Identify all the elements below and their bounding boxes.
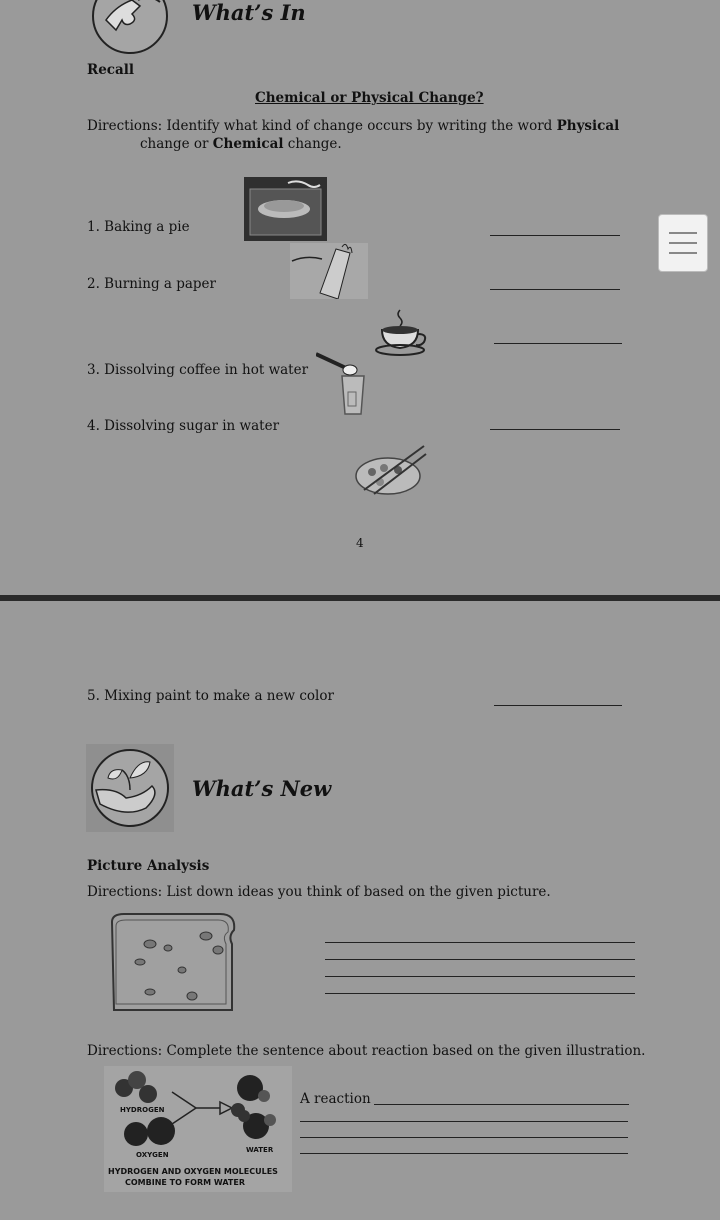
- answer-blank-2[interactable]: [490, 289, 620, 290]
- reaction-line-4[interactable]: [300, 1153, 628, 1154]
- directions-line1: [87, 118, 619, 134]
- answer-blank-3[interactable]: [494, 343, 622, 344]
- idea-line-2[interactable]: [325, 959, 635, 960]
- menu-icon-line-1: [669, 232, 697, 234]
- figure-label-oxygen: OXYGEN: [136, 1151, 169, 1159]
- figure-label-water: WATER: [246, 1146, 274, 1154]
- section-heading-whats-new: What’s New: [192, 776, 332, 801]
- coffee-cup-image: [372, 308, 430, 358]
- answer-blank-1[interactable]: [490, 235, 620, 236]
- figure-caption-line2: COMBINE TO FORM WATER: [125, 1178, 245, 1187]
- recall-label: Recall: [87, 62, 135, 78]
- page-divider: [0, 595, 720, 601]
- oven-pie-image: [244, 177, 327, 241]
- menu-icon-line-2: [669, 242, 697, 244]
- directions-text-2: change or: [140, 136, 213, 152]
- menu-icon-line-3: [669, 252, 697, 254]
- moldy-bread-image: [106, 910, 240, 1016]
- figure-caption-line1: HYDROGEN AND OXYGEN MOLECULES: [108, 1167, 278, 1176]
- item-burning-paper: 2. Burning a paper: [87, 276, 216, 292]
- page-number: 4: [356, 536, 364, 550]
- sugar-spoon-glass-image: [316, 352, 368, 418]
- reaction-line-2[interactable]: [300, 1121, 628, 1122]
- burning-paper-image: [290, 243, 368, 299]
- what-is-new-icon: [86, 744, 174, 832]
- section-heading-whats-in: What’s In: [192, 0, 306, 25]
- directions-text: Directions: Identify what kind of change occurs by writing the word: [87, 118, 557, 134]
- reaction-line-3[interactable]: [300, 1137, 628, 1138]
- reaction-sentence-start: A reaction: [300, 1091, 371, 1107]
- directions-picture-analysis: Directions: List down ideas you think of based on the given picture.: [87, 884, 551, 900]
- directions-line2: [140, 136, 342, 152]
- item-baking-pie: 1. Baking a pie: [87, 219, 190, 235]
- idea-line-1[interactable]: [325, 942, 635, 943]
- reaction-line-1[interactable]: [374, 1104, 629, 1105]
- directions-reaction: Directions: Complete the sentence about reaction based on the given illustration.: [87, 1043, 646, 1059]
- what-is-in-icon: [86, 0, 174, 56]
- word-chemical: Chemical: [212, 136, 284, 152]
- directions-text-3: change.: [283, 136, 342, 152]
- answer-blank-5[interactable]: [494, 705, 622, 706]
- figure-label-hydrogen: HYDROGEN: [120, 1106, 165, 1114]
- paint-palette-image: [354, 440, 428, 500]
- activity-title: Chemical or Physical Change?: [255, 90, 484, 106]
- answer-blank-4[interactable]: [490, 429, 620, 430]
- item-mixing-paint: 5. Mixing paint to make a new color: [87, 688, 334, 704]
- idea-line-3[interactable]: [325, 976, 635, 977]
- menu-button[interactable]: [658, 214, 708, 272]
- word-physical: Physical: [556, 118, 620, 134]
- item-dissolving-sugar: 4. Dissolving sugar in water: [87, 418, 280, 434]
- picture-analysis-label: Picture Analysis: [87, 858, 210, 874]
- item-dissolving-coffee: 3. Dissolving coffee in hot water: [87, 362, 309, 378]
- idea-line-4[interactable]: [325, 993, 635, 994]
